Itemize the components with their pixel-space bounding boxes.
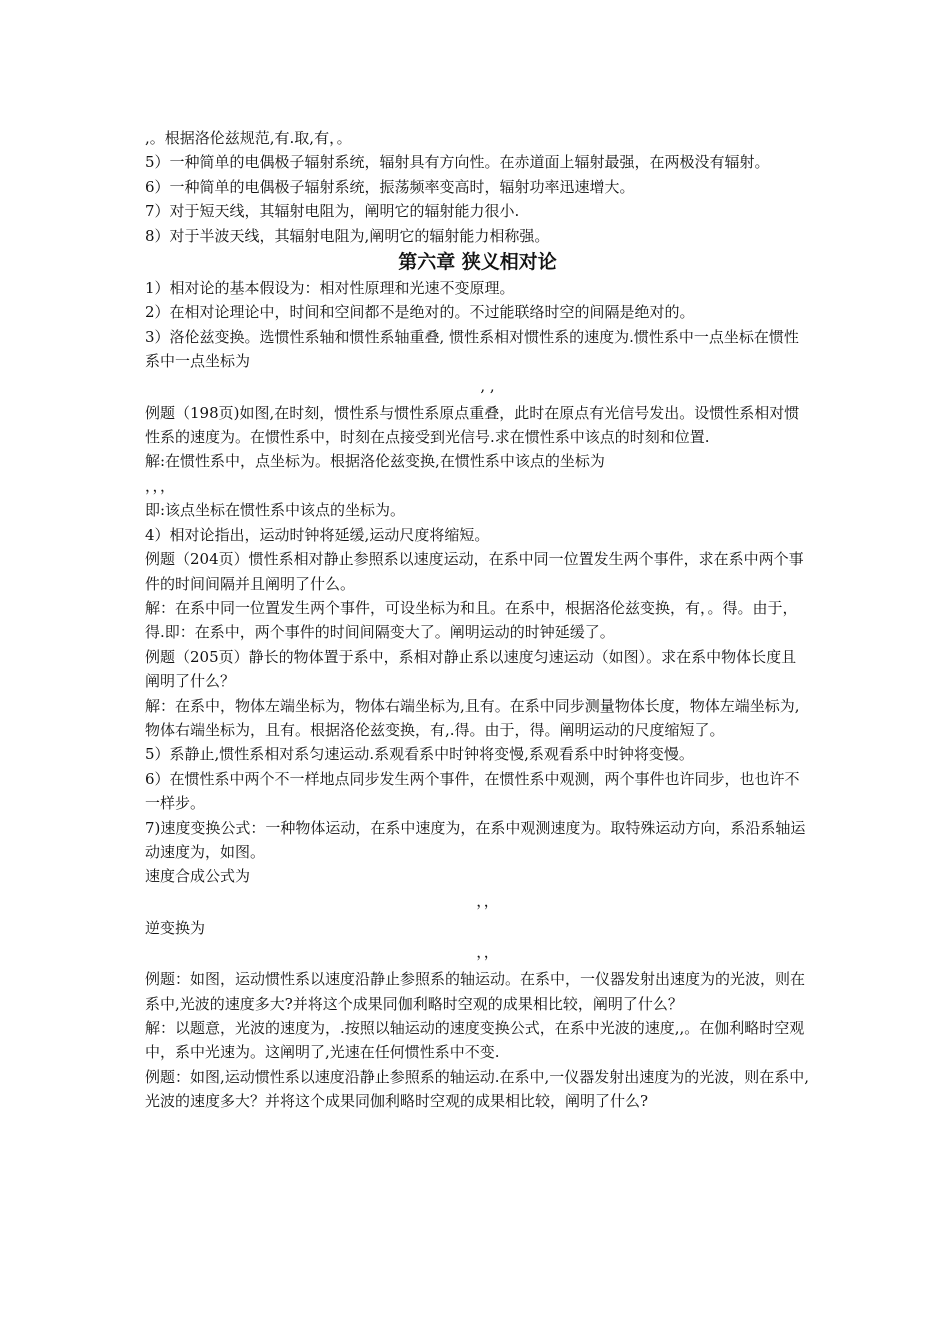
inverse-transform-label: 逆变换为 (145, 918, 206, 937)
item-5-clocks: 5）系静止,惯性系相对系匀速运动.系观看系中时钟将变慢,系观看系中时钟将变慢。 (145, 745, 694, 764)
item-6-dipole-frequency: 6）一种简单的电偶极子辐射系统，振荡频率变高时，辐射功率迅速增大。 (145, 177, 635, 196)
equation-lorentz: , , (480, 376, 495, 395)
item-8-half-wave-antenna: 8）对于半波天线，其辐射电阻为,阐明它的辐射能力相称强。 (145, 226, 550, 245)
example-204: 例题（204页）惯性系相对静止参照系以速度运动，在系中同一位置发生两个事件，求在系中两个事件的时间间隔并且阐明了什么。 (145, 550, 804, 593)
velocity-addition-label: 速度合成公式为 (145, 867, 251, 886)
document-page (145, 126, 810, 1114)
item-1-postulates: 1）相对论的基本假设为：相对性原理和光速不变原理。 (145, 279, 515, 298)
item-7-short-antenna: 7）对于短天线，其辐射电阻为，阐明它的辐射能力很小. (145, 202, 520, 221)
item-6-simultaneity: 6）在惯性系中两个不一样地点同步发生两个事件，在惯性系中观测，两个事件也许同步，也也许不一样步。 (145, 769, 800, 813)
example-light-speed-2: 例题：如图,运动惯性系以速度沿静止参照系的轴运动.在系中,一仪器发射出速度为的光波，则在系中,光波的速度多大？并将这个成果同伽利略时空观的成果相比较，阐明了什么? (145, 1067, 810, 1111)
example-198: 例题（198页)如图,在时刻，惯性系与惯性系原点重叠，此时在原点有光信号发出。设惯性系相对惯性系的速度为。在惯性系中，时刻在点接受到光信号.求在惯性系中该点的时刻和位置. (145, 403, 800, 447)
equation-inverse-transform: ，， (476, 943, 499, 962)
chapter-heading: 第六章 狭义相对论 (398, 251, 557, 274)
item-2-spacetime: 2）在相对论理论中，时间和空间都不是绝对的。不过能联络时空的间隔是绝对的。 (145, 303, 695, 322)
solution-198-result: 即:该点坐标在惯性系中该点的坐标为。 (145, 501, 406, 520)
solution-light-speed: 解：以题意，光波的速度为，.按照以轴运动的速度变换公式，在系中光波的速度,,。在伽利略时空观中，系中光速为。这阐明了,光速在任何惯性系中不变. (145, 1019, 805, 1062)
item-4-time-dilation: 4）相对论指出，运动时钟将延缓,运动尺度将缩短。 (145, 525, 490, 544)
text-line-lorenz-gauge: ,。根据洛伦兹规范,有.取,有，。 (145, 129, 352, 147)
equation-solution-198: ，，， (145, 476, 176, 495)
solution-204: 解：在系中同一位置发生两个事件，可设坐标为和且。在系中，根据洛伦兹变换，有，。得。由于，得.即：在系中，两个事件的时间间隔变大了。阐明运动的时钟延缓了。 (145, 598, 798, 642)
solution-205: 解：在系中，物体左端坐标为，物体右端坐标为,且有。在系中同步测量物体长度，物体左端坐标为,物体右端坐标为，且有。根据洛伦兹变换，有,.得。由于，得。阐明运动的尺度缩短了。 (145, 696, 800, 739)
example-light-speed: 例题：如图，运动惯性系以速度沿静止参照系的轴运动。在系中，一仪器发射出速度为的光波，则在系中,光波的速度多大?并将这个成果同伽利略时空观的成果相比较，阐明了什么？ (145, 970, 806, 1013)
item-3-lorentz-transform: 3）洛伦兹变换。选惯性系轴和惯性系轴重叠, 惯性系相对惯性系的速度为.惯性系中一点坐标在惯性系中一点坐标为 (145, 327, 799, 371)
item-5-dipole-direction: 5）一种简单的电偶极子辐射系统，辐射具有方向性。在赤道面上辐射最强，在两极没有辐射。 (145, 153, 770, 172)
example-205: 例题（205页）静长的物体置于系中，系相对静止系以速度匀速运动（如图）。求在系中物体长度且阐明了什么？ (145, 647, 797, 691)
solution-198: 解:在惯性系中，点坐标为。根据洛伦兹变换,在惯性系中该点的坐标为 (145, 452, 605, 471)
equation-velocity-addition: ，， (476, 891, 499, 910)
item-7-velocity-transform: 7)速度变换公式：一种物体运动，在系中速度为，在系中观测速度为。取特殊运动方向，系沿系轴运动速度为，如图。 (145, 818, 806, 861)
